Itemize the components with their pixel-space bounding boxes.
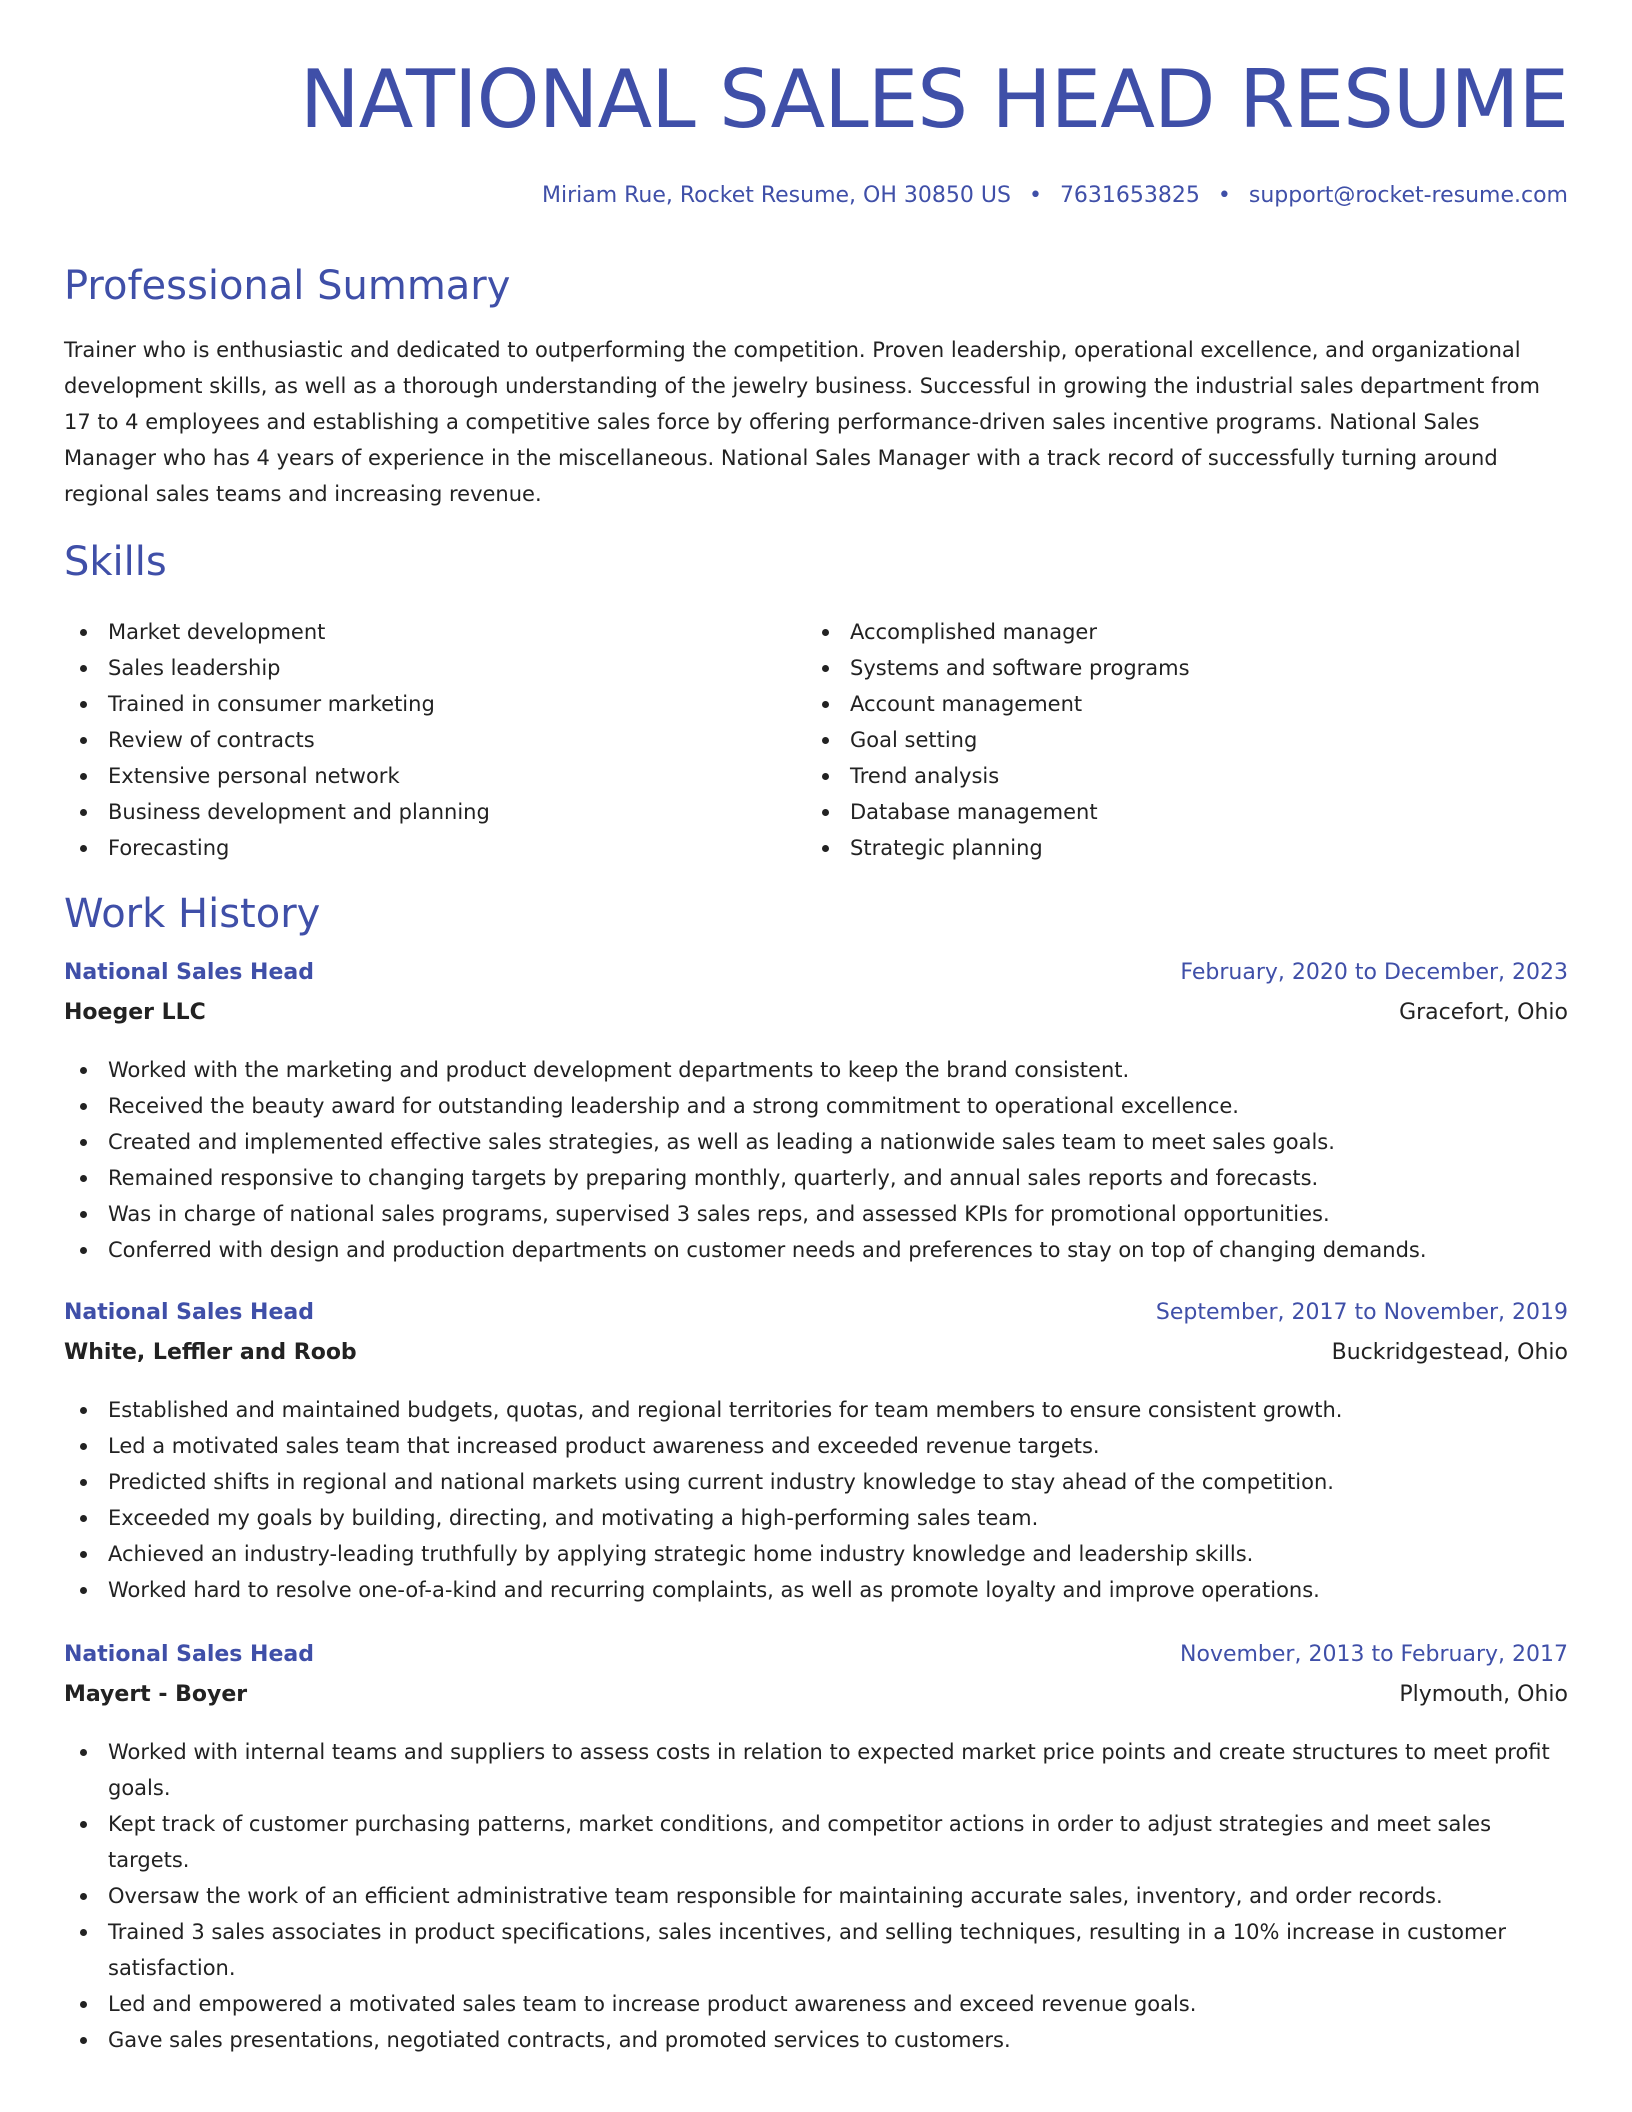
job-header-row: [64, 960, 1568, 1000]
job-header-row: [64, 1642, 1568, 1682]
job-duties: [64, 1392, 1568, 1608]
job-duty: Received the beauty award for outstanding leadership and a strong commitment to operational excellence.: [64, 1088, 1568, 1124]
job-duty: Established and maintained budgets, quotas, and regional territories for team members to ensure consistent growth.: [64, 1392, 1568, 1428]
contact-address: Miriam Rue, Rocket Resume, OH 30850 US: [541, 183, 1011, 208]
job-duty: Worked with the marketing and product development departments to keep the brand consistent.: [64, 1052, 1568, 1088]
skill-item: Business development and planning: [64, 794, 806, 830]
skill-item: Goal setting: [806, 722, 1548, 758]
job-duty: Predicted shifts in regional and national markets using current industry knowledge to stay ahead of the competition.: [64, 1464, 1568, 1500]
job-location: Gracefort, Ohio: [1399, 1000, 1568, 1025]
job-entry: [64, 960, 1568, 1268]
job-duties: [64, 1734, 1568, 2058]
job-duty: Conferred with design and production departments on customer needs and preferences to stay on top of changing demands.: [64, 1232, 1568, 1268]
job-company: Mayert - Boyer: [64, 1682, 248, 1707]
skills-heading: Skills: [64, 539, 167, 585]
skills-list: [64, 614, 1568, 866]
job-duty: Was in charge of national sales programs, supervised 3 sales reps, and assessed KPIs for promotional opportunities.: [64, 1196, 1568, 1232]
summary-heading: Professional Summary: [64, 263, 511, 309]
job-company-row: [64, 1000, 1568, 1040]
job-duty: Led a motivated sales team that increased product awareness and exceeded revenue targets.: [64, 1428, 1568, 1464]
resume-title: NATIONAL SALES HEAD RESUME: [299, 53, 1568, 146]
job-header-row: [64, 1300, 1568, 1340]
job-duty: Led and empowered a motivated sales team to increase product awareness and exceed revenue goals.: [64, 1986, 1568, 2022]
skill-item: Database management: [806, 794, 1548, 830]
job-duty: Worked with internal teams and suppliers to assess costs in relation to expected market price points and create structures to meet profit goals.: [64, 1734, 1568, 1806]
skill-item: Review of contracts: [64, 722, 806, 758]
contact-line: [542, 182, 1568, 210]
skill-item: Forecasting: [64, 830, 806, 866]
skill-item: Accomplished manager: [806, 614, 1548, 650]
contact-phone: 7631653825: [1059, 183, 1200, 208]
skill-item: Trend analysis: [806, 758, 1548, 794]
skills-column-left: [64, 614, 806, 866]
skill-item: Extensive personal network: [64, 758, 806, 794]
summary-text: Trainer who is enthusiastic and dedicated to outperforming the competition. Proven leadership, operational excellence, and organizational development skills, as well as a thorough understanding of the jewelry business. Successful in growing the industrial sales department from 17 to 4 employees and establishing a competitive sales force by offering performance-driven sales incentive programs. National Sales Manager who has 4 years of experience in the miscellaneous. National Sales Manager with a track record of successfully turning around regional sales teams and increasing revenue.: [64, 338, 1540, 506]
job-dates: September, 2017 to November, 2019: [1155, 1300, 1568, 1325]
job-duty: Remained responsive to changing targets by preparing monthly, quarterly, and annual sales reports and forecasts.: [64, 1160, 1568, 1196]
job-dates: November, 2013 to February, 2017: [1180, 1642, 1568, 1667]
job-duty: Gave sales presentations, negotiated contracts, and promoted services to customers.: [64, 2022, 1568, 2058]
job-dates: February, 2020 to December, 2023: [1180, 960, 1568, 985]
job-duty: Trained 3 sales associates in product specifications, sales incentives, and selling techniques, resulting in a 10% increase in customer satisfaction.: [64, 1914, 1568, 1986]
skill-item: Sales leadership: [64, 650, 806, 686]
job-company-row: [64, 1340, 1568, 1380]
contact-email: support@rocket-resume.com: [1248, 183, 1568, 208]
skills-column-right: [806, 614, 1548, 866]
job-entry: [64, 1642, 1568, 2058]
job-company-row: [64, 1682, 1568, 1722]
skill-item: Strategic planning: [806, 830, 1548, 866]
job-entry: [64, 1300, 1568, 1608]
contact-separator: •: [1217, 183, 1231, 208]
job-company: White, Leffler and Roob: [64, 1340, 357, 1365]
contact-separator: •: [1028, 183, 1042, 208]
job-company: Hoeger LLC: [64, 1000, 206, 1025]
skill-item: Systems and software programs: [806, 650, 1548, 686]
job-duties: [64, 1052, 1568, 1268]
job-title: National Sales Head: [64, 1642, 314, 1667]
job-title: National Sales Head: [64, 1300, 314, 1325]
skill-item: Market development: [64, 614, 806, 650]
job-duty: Kept track of customer purchasing patterns, market conditions, and competitor actions in order to adjust strategies and meet sales targets.: [64, 1806, 1568, 1878]
job-duty: Worked hard to resolve one-of-a-kind and recurring complaints, as well as promote loyalty and improve operations.: [64, 1572, 1568, 1608]
work-history-heading: Work History: [64, 891, 321, 937]
job-location: Buckridgestead, Ohio: [1331, 1340, 1568, 1365]
job-duty: Oversaw the work of an efficient administrative team responsible for maintaining accurate sales, inventory, and order records.: [64, 1878, 1568, 1914]
job-location: Plymouth, Ohio: [1399, 1682, 1568, 1707]
skill-item: Trained in consumer marketing: [64, 686, 806, 722]
job-duty: Created and implemented effective sales strategies, as well as leading a nationwide sales team to meet sales goals.: [64, 1124, 1568, 1160]
job-duty: Exceeded my goals by building, directing, and motivating a high-performing sales team.: [64, 1500, 1568, 1536]
job-title: National Sales Head: [64, 960, 314, 985]
skill-item: Account management: [806, 686, 1548, 722]
job-duty: Achieved an industry-leading truthfully by applying strategic home industry knowledge and leadership skills.: [64, 1536, 1568, 1572]
